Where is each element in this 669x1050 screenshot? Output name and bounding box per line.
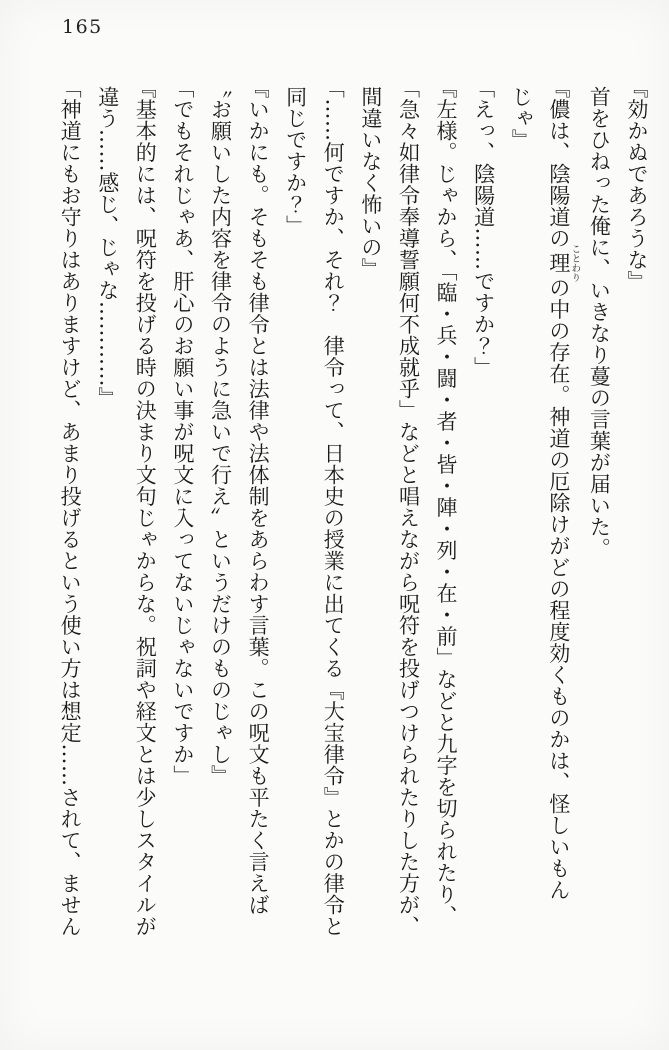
ruby-annotation: ことわり — [569, 243, 581, 282]
ruby-base: 理 — [546, 243, 571, 282]
text-line: 「でもそれじゃあ、肝心のお願い事が呪文に入ってないじゃないですか」 — [170, 76, 195, 787]
text-line: 「えっ、陰陽道……ですか？」 — [471, 76, 496, 378]
text-line: 『基本的には、呪符を投げる時の決まり文句じゃからな。祝詞や経文とは少しスタイルが — [133, 76, 158, 937]
text-line: 同じですか？」 — [283, 86, 308, 237]
text-segment: の中の存在。神道の厄除けがどの程度効くものかは、怪しいもん — [546, 276, 571, 901]
text-line: 「神道にもお守りはありますけど、あまり投げるという使い方は想定……されて、ません — [58, 76, 83, 937]
page-number: 165 — [62, 16, 103, 38]
ruby-word — [546, 243, 581, 282]
text-line: 『左様。じゃから、「臨・兵・闘・者・皆・陣・列・在・前」などと九字を切られたり、 — [434, 76, 459, 927]
body-text — [51, 76, 656, 996]
text-line: 間違いなく怖いの』 — [358, 86, 383, 280]
text-line: じゃ』 — [509, 86, 534, 151]
text-line: 「……何ですか、それ？ 律令って、日本史の授業に出てくる『大宝律令』とかの律令と — [321, 76, 346, 937]
text-line: 首をひねった俺に、いきなり蔓の言葉が届いた。 — [587, 86, 612, 559]
text-segment: 『儂は、陰陽道の — [546, 76, 571, 249]
text-line: 『いかにも。そもそも律令とは法律や法体制をあらわす言葉。この呪文も平たく言えば — [246, 76, 271, 916]
text-line: 『効かぬであろうな』 — [625, 76, 649, 292]
text-line — [539, 76, 581, 996]
text-line: 違う……感じ、じゃな…………』 — [95, 86, 120, 409]
text-line: 「急々如律令奉導誓願何不成就乎」などと唱えながら呪符を投げつけられたりした方が、 — [396, 76, 421, 937]
text-line: 〝お願いした内容を律令のように急いで行え〟というだけのものじゃし』 — [208, 76, 233, 787]
